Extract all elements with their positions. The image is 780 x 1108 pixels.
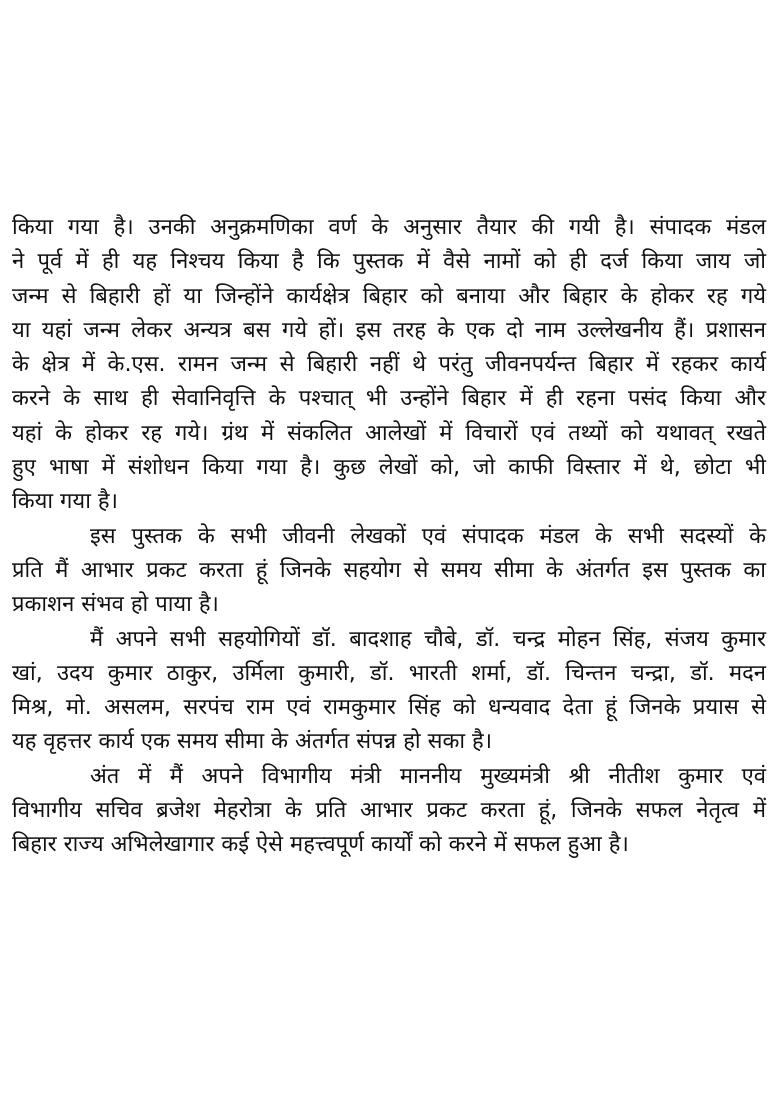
text-line: ने पूर्व में ही यह निश्चय किया है कि पुस्तक में वैसे नामों को ही दर्ज किया जाय जो [12,249,766,275]
text-line-paragraph-start: अंत में मैं अपने विभागीय मंत्री माननीय मुख्यमंत्री श्री नीतीश कुमार एवं [90,763,766,789]
text-line: या यहां जन्म लेकर अन्यत्र बस गये हों। इस तरह के एक दो नाम उल्लेखनीय हैं। प्रशासन [12,317,766,343]
text-line-paragraph-end: बिहार राज्य अभिलेखागार कई ऐसे महत्त्वपूर्ण कार्यों को करने में सफल हुआ है। [12,832,629,858]
text-line: हुए भाषा में संशोधन किया गया है। कुछ लेखों को, जो काफी विस्तार में थे, छोटा भी [12,455,766,481]
text-line-paragraph-end: यह वृहत्तर कार्य एक समय सीमा के अंतर्गत संपन्न हो सका है। [12,729,493,755]
text-line: करने के साथ ही सेवानिवृत्ति के पश्चात् भी उन्होंने बिहार में ही रहना पसंद किया और [12,386,766,412]
text-line: यहां के होकर रह गये। ग्रंथ में संकलित आलेखों में विचारों एवं तथ्यों को यथावत् रखते [12,420,766,446]
text-line-paragraph-end: प्रकाशन संभव हो पाया है। [12,592,219,618]
text-line: किया गया है। उनकी अनुक्रमणिका वर्ण के अनुसार तैयार की गयी है। संपादक मंडल [12,215,766,240]
text-line: खां, उदय कुमार ठाकुर, उर्मिला कुमारी, डॉ. भारती शर्मा, डॉ. चिन्तन चन्द्रा, डॉ. मदन [12,660,766,686]
text-line: जन्म से बिहारी हों या जिन्होंने कार्यक्षेत्र बिहार को बनाया और बिहार के होकर रह गये [12,283,766,309]
text-line-paragraph-end: किया गया है। [12,489,118,515]
text-line: विभागीय सचिव ब्रजेश मेहरोत्रा के प्रति आभार प्रकट करता हूं, जिनके सफल नेतृत्व में [12,798,766,824]
text-line-paragraph-start: मैं अपने सभी सहयोगियों डॉ. बादशाह चौबे, डॉ. चन्द्र मोहन सिंह, संजय कुमार [90,626,766,652]
text-line: प्रति मैं आभार प्रकट करता हूं जिनके सहयोग से समय सीमा के अंतर्गत इस पुस्तक का [12,557,766,583]
document-page [12,211,766,863]
text-line: के क्षेत्र में के.एस. रामन जन्म से बिहारी नहीं थे परंतु जीवनपर्यन्त बिहार में रहकर कार्य [12,352,766,378]
text-line: मिश्र, मो. असलम, सरपंच राम एवं रामकुमार सिंह को धन्यवाद देता हूं जिनके प्रयास से [12,695,766,721]
text-line-paragraph-start: इस पुस्तक के सभी जीवनी लेखकों एवं संपादक मंडल के सभी सदस्यों के [90,523,766,549]
